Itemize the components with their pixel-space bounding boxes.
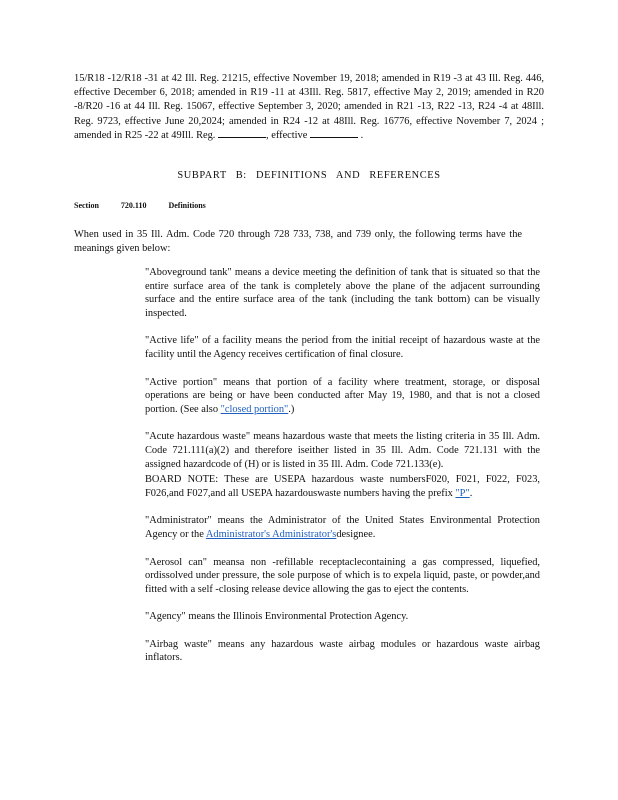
definitions-list <box>145 266 540 679</box>
definition-active-portion <box>145 376 540 417</box>
subpart-heading: SUBPART B: DEFINITIONS AND REFERENCES <box>177 170 441 181</box>
administrator-link[interactable]: Administrator's Administrator's <box>205 528 337 540</box>
definition-administrator <box>145 514 540 541</box>
blank-line <box>218 129 266 138</box>
board-note-text: BOARD NOTE: These are USEPA hazardous waste numbersF020, F021, F022, F023, F026,and F027,and all USEPA hazardouswaste numbers having the prefix <box>145 474 540 499</box>
definition-text: "Active portion" means that portion of a facility where treatment, storage, or disposal operations are being or have been conducted after May 19, 1980, and that is not a closed portion. (See also <box>145 376 540 415</box>
definition-acute-hazardous-waste <box>145 430 540 471</box>
definition-active-life: "Active life" of a facility means the period from the initial receipt of hazardous waste at the facility until the Agency receives certification of final closure. <box>145 335 540 360</box>
source-history-text: 15/R18 -12/R18 -31 at 42 Ill. Reg. 21215, effective November 19, 2018; amended in R19 -3 at 43 Ill. Reg. 446, effective December 6, 2018; amended in R19 -11 at 43Ill. Reg. 5817, effective May 2, 2019; amended in R20 -8/R20 -16 at 44 Ill. Reg. 15067, effective September 3, 2020; amended in R21 -13, R22 -13, R24 -4 at 48Ill. Reg. 9723, effective June 20,2024; amended in R24 -12 at 48Ill. Reg. 16776, effective November 7, 2024 ; amended in R25 -22 at 49Ill. Reg. <box>74 73 544 141</box>
closed-portion-link[interactable]: "closed portion" <box>220 403 289 415</box>
section-title: Definitions <box>168 201 206 210</box>
definition-text: designee. <box>336 528 376 540</box>
section-label: Section <box>74 201 99 210</box>
definition-text: .) <box>288 403 295 415</box>
definition-agency: "Agency" means the Illinois Environmental Protection Agency. <box>145 611 409 623</box>
p-prefix-link[interactable]: "P" <box>455 487 470 499</box>
section-heading <box>74 201 206 210</box>
source-history-effective: effective <box>271 129 308 141</box>
definition-airbag-waste: "Airbag waste" means any hazardous waste airbag modules or hazardous waste airbag inflators. <box>145 638 540 664</box>
definition-text: . <box>469 487 473 499</box>
definition-text: "Acute hazardous waste" means hazardous waste that meets the listing criteria in 35 Ill. Adm. Code 721.111(a)(2) and therefore iseither listed in 35 Ill. Adm. Code 721.131 with the assigned hazardcode of (H) or is listed in 35 Ill. Adm. Code 721.133(e). <box>145 431 540 470</box>
definition-text: "Administrator" means the Administrator of the United States Environmental Protection Agency or the <box>145 515 540 540</box>
section-number: 720.110 <box>120 201 147 210</box>
source-history: 15/R18 -12/R18 -31 at 42 Ill. Reg. 21215, effective November 19, 2018; amended in R19 -3 at 43 Ill. Reg. 446, effective December 6, 2018; amended in R19 -11 at 43Ill. Reg. 5817, effective May 2, 2019; amended in R20 -8/R20 -16 at 44 Ill. Reg. 15067, effective September 3, 2020; amended in R21 -13, R22 -13, R24 -4 at 48Ill. Reg. 9723, effective June 20,2024; amended in R24 -12 at 48Ill. Reg. 16776, effective November 7, 2024 ; amended in R25 -22 at 49Ill. Reg. , effective . <box>74 73 544 141</box>
definition-aerosol-can: "Aerosol can" meansa non -refillable receptaclecontaining a gas compressed, liquefied, ordissolved under pressure, the sole purpose of which is to expela liquid, paste, or powder,and fitted with a self -closing release device allowing the gas to eject the contents. <box>145 556 540 595</box>
blank-line <box>310 129 358 138</box>
definition-aboveground-tank: "Aboveground tank" means a device meeting the definition of tank that is situated so that the entire surface area of the tank is completely above the plane of the adjacent surrounding surface and the entire surface area of the tank (including the tank bottom) can be visually inspected. <box>145 267 540 319</box>
intro-paragraph: When used in 35 Ill. Adm. Code 720 through 728 733, 738, and 739 only, the following terms have the meanings given below: <box>74 229 522 254</box>
board-note <box>145 473 540 500</box>
